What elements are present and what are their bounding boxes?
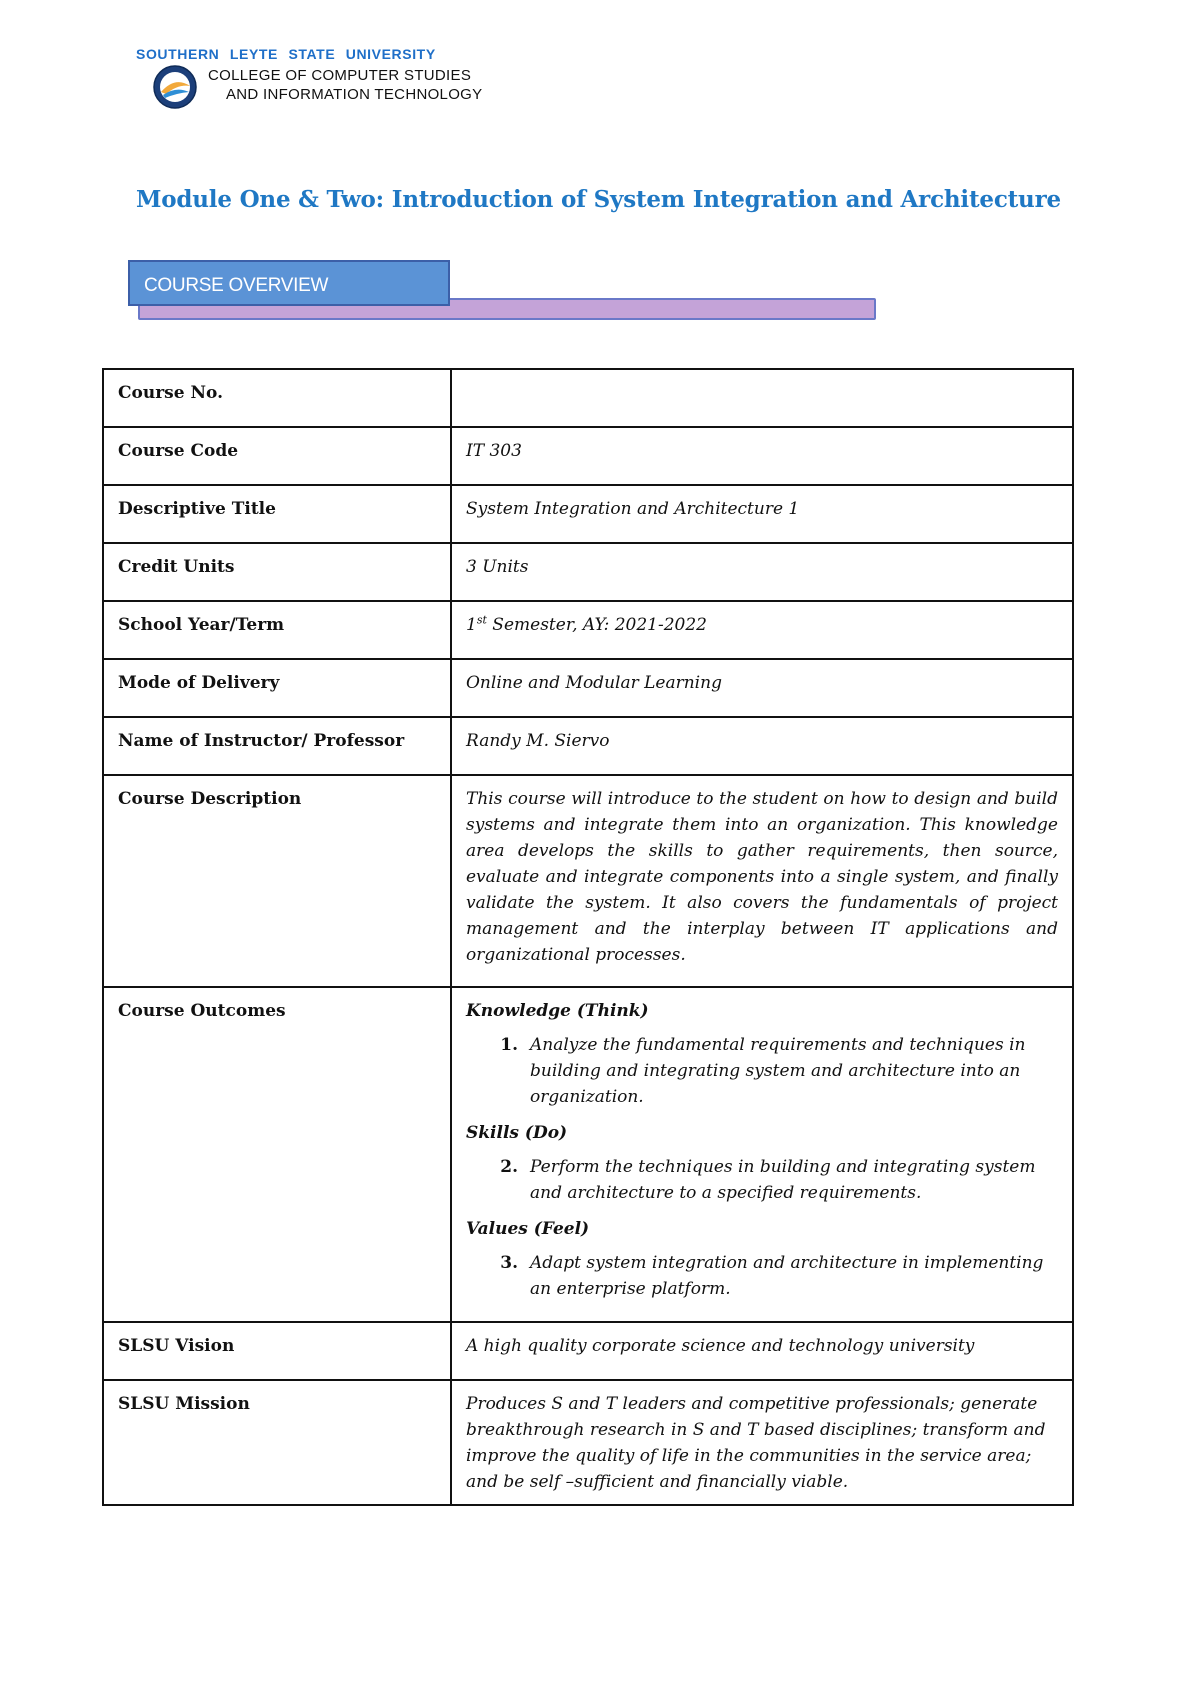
term-rest: Semester, AY: 2021-2022 [486, 615, 707, 635]
row-label: Course No. [103, 369, 451, 427]
university-logo [152, 64, 198, 110]
row-value: Produces S and T leaders and competitive professionals; generate breakthrough research in S and T based disciplines; transform and improve the quality of life in the communities in the service area; and be self –sufficient and financially viable. [451, 1380, 1073, 1505]
table-row [103, 543, 1073, 601]
outcome-heading: Knowledge (Think) [466, 1001, 649, 1021]
page-title: Module One & Two: Introduction of System Integration and Architecture [136, 186, 1061, 213]
row-value: System Integration and Architecture 1 [451, 485, 1073, 543]
term-number: 1 [466, 615, 477, 635]
row-label: SLSU Mission [103, 1380, 451, 1505]
section-label: COURSE OVERVIEW [144, 275, 329, 296]
row-label: SLSU Vision [103, 1322, 451, 1380]
college-name [208, 66, 482, 104]
row-value: IT 303 [451, 427, 1073, 485]
list-item [466, 1250, 1058, 1302]
table-row [103, 1380, 1073, 1505]
course-outcomes [451, 987, 1073, 1322]
row-label: Course Outcomes [103, 987, 451, 1322]
row-label: Descriptive Title [103, 485, 451, 543]
college-line-2: AND INFORMATION TECHNOLOGY [226, 86, 483, 103]
course-description: This course will introduce to the student on how to design and build systems and integrate them into an organization. This knowledge area develops the skills to gather requirements, then source, evaluate and integrate components into a single system, and finally validate the system. It also covers the fundamentals of project management and the interplay between IT applications and organizational processes. [451, 775, 1073, 987]
table-row [103, 717, 1073, 775]
section-ribbon [128, 260, 878, 322]
outcome-heading: Skills (Do) [466, 1123, 568, 1143]
document-header [136, 44, 596, 114]
term-ordinal: st [476, 613, 487, 627]
row-label: Course Code [103, 427, 451, 485]
ribbon-tab [128, 260, 450, 306]
row-value [451, 601, 1073, 659]
outcome-number: 3. [500, 1253, 518, 1273]
row-label: Course Description [103, 775, 451, 987]
table-row [103, 659, 1073, 717]
outcome-text: Adapt system integration and architecture in implementing an enterprise platform. [530, 1253, 1044, 1299]
list-item [466, 1154, 1058, 1206]
table-row [103, 369, 1073, 427]
row-value [451, 369, 1073, 427]
course-overview-table [102, 368, 1074, 1506]
table-row [103, 427, 1073, 485]
row-label: School Year/Term [103, 601, 451, 659]
list-item [466, 1032, 1058, 1110]
row-label: Credit Units [103, 543, 451, 601]
row-label: Mode of Delivery [103, 659, 451, 717]
outcome-text: Perform the techniques in building and integrating system and architecture to a specified requirements. [530, 1157, 1036, 1203]
table-row [103, 775, 1073, 987]
outcome-text: Analyze the fundamental requirements and techniques in building and integrating system and architecture into an organization. [530, 1035, 1026, 1107]
outcome-number: 1. [500, 1035, 518, 1055]
table-row [103, 1322, 1073, 1380]
row-label: Name of Instructor/ Professor [103, 717, 451, 775]
table-row [103, 485, 1073, 543]
row-value: Online and Modular Learning [451, 659, 1073, 717]
table-row [103, 601, 1073, 659]
row-value: Randy M. Siervo [451, 717, 1073, 775]
college-line-1: COLLEGE OF COMPUTER STUDIES [208, 67, 472, 84]
table-row [103, 987, 1073, 1322]
university-name: SOUTHERN LEYTE STATE UNIVERSITY [136, 46, 436, 62]
row-value: A high quality corporate science and technology university [451, 1322, 1073, 1380]
row-value: 3 Units [451, 543, 1073, 601]
outcome-number: 2. [500, 1157, 518, 1177]
outcome-heading: Values (Feel) [466, 1219, 590, 1239]
